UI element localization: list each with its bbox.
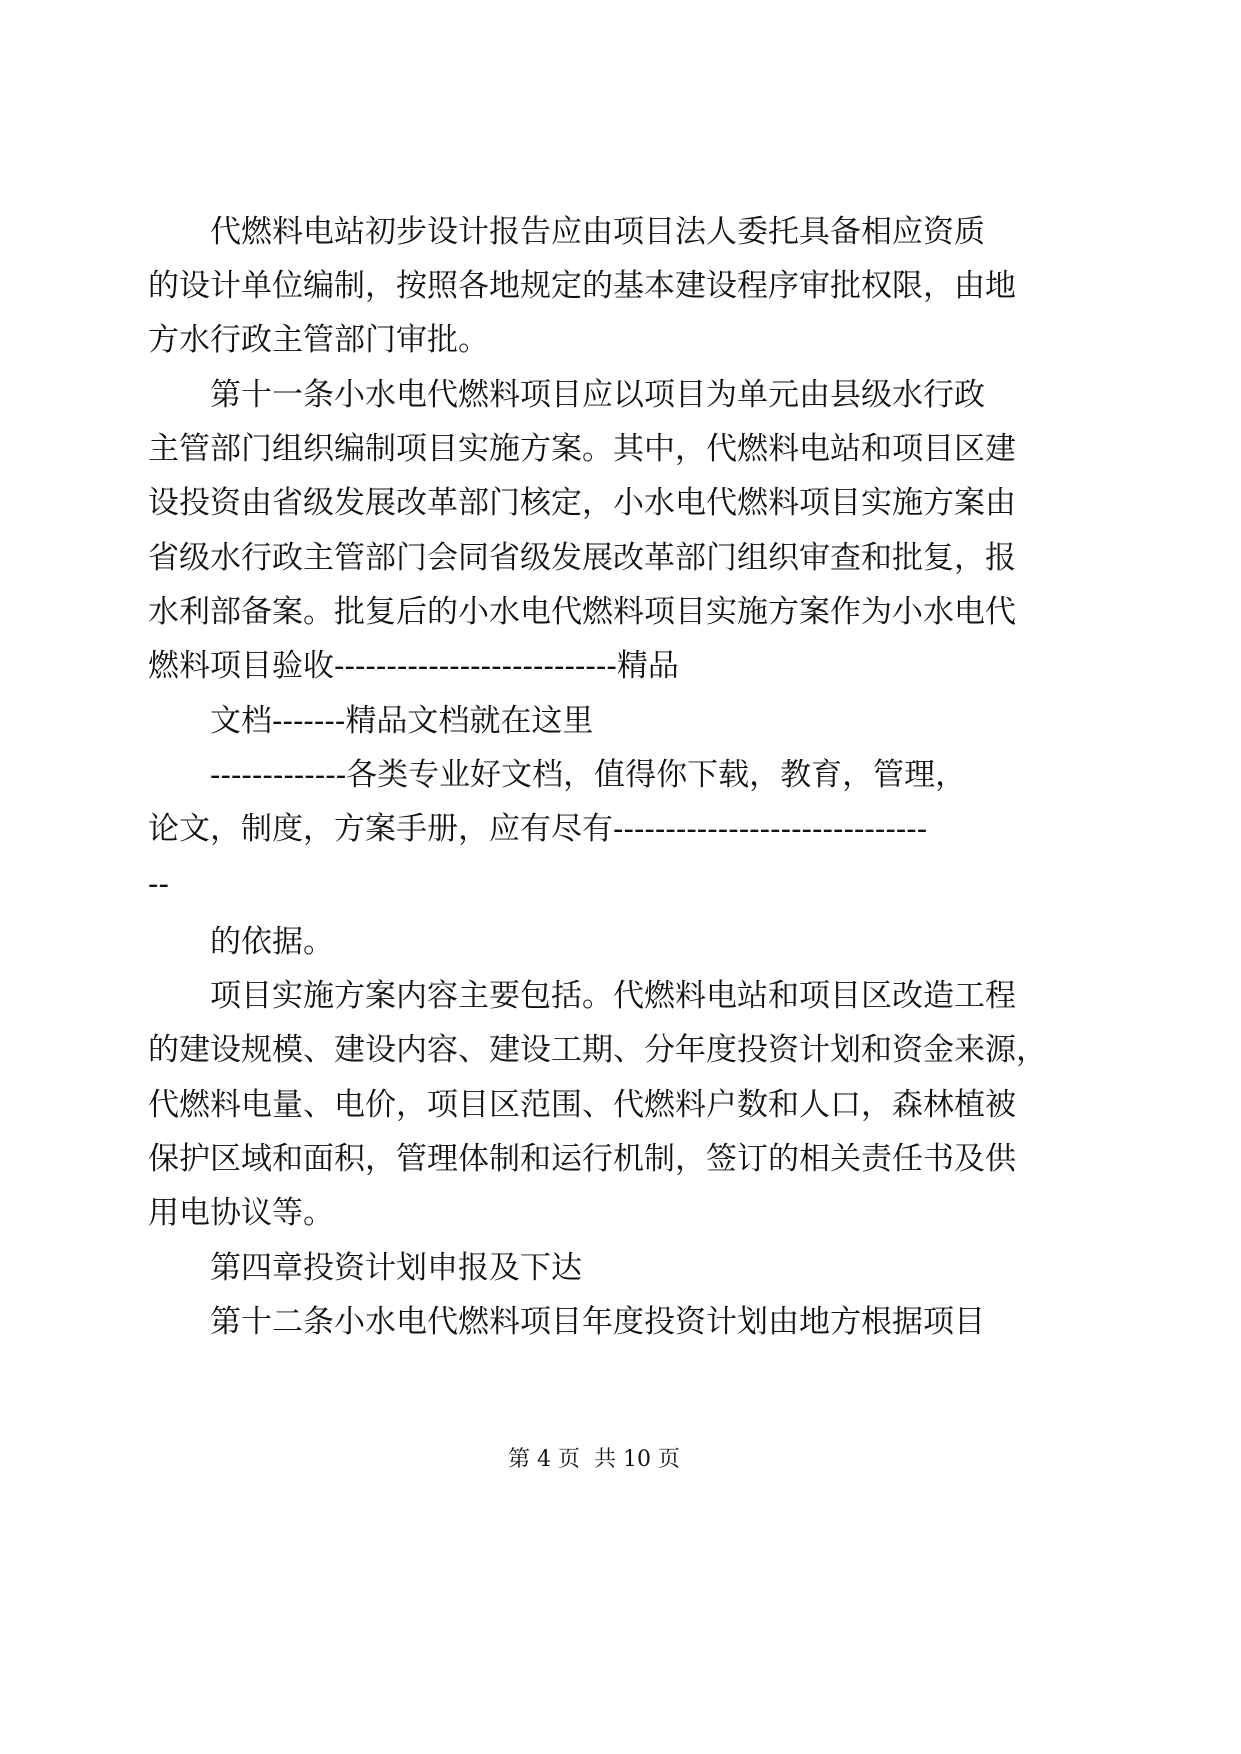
text-line-5: 主管部门组织编制项目实施方案。其中，代燃料电站和项目区建 bbox=[148, 431, 1016, 467]
text-line-2: 的设计单位编制，按照各地规定的基本建设程序审批权限，由地 bbox=[148, 268, 1016, 304]
text-line-21: 第十二条小水电代燃料项目年度投资计划由地方根据项目 bbox=[210, 1304, 985, 1340]
text-line-4: 第十一条小水电代燃料项目应以项目为单元由县级水行政 bbox=[210, 377, 985, 413]
text-line-7: 省级水行政主管部门会同省级发展改革部门组织审查和批复，报 bbox=[148, 540, 1016, 576]
chapter-heading: 第四章投资计划申报及下达 bbox=[210, 1250, 582, 1286]
text-line-15: 项目实施方案内容主要包括。代燃料电站和项目区改造工程 bbox=[210, 978, 1016, 1014]
text-line-3: 方水行政主管部门审批。 bbox=[148, 322, 489, 358]
text-line-17: 代燃料电量、电价，项目区范围、代燃料户数和人口，森林植被 bbox=[148, 1087, 1016, 1123]
text-line-1: 代燃料电站初步设计报告应由项目法人委托具备相应资质 bbox=[210, 214, 985, 250]
text-line-9: 燃料项目验收---------------------------精品 bbox=[148, 648, 679, 684]
text-line-18: 保护区域和面积，管理体制和运行机制，签订的相关责任书及供 bbox=[148, 1141, 1016, 1177]
page-number-footer: 第 4 页 共 10 页 bbox=[508, 1447, 680, 1472]
text-line-10: 文档-------精品文档就在这里 bbox=[210, 703, 594, 739]
text-line-12: 论文，制度，方案手册，应有尽有------------------------------ bbox=[148, 811, 928, 847]
text-line-6: 设投资由省级发展改革部门核定，小水电代燃料项目实施方案由 bbox=[148, 485, 1016, 521]
text-line-19: 用电协议等。 bbox=[148, 1195, 334, 1231]
text-line-8: 水利部备案。批复后的小水电代燃料项目实施方案作为小水电代 bbox=[148, 594, 1016, 630]
text-line-14: 的依据。 bbox=[210, 924, 334, 960]
text-line-16: 的建设规模、建设内容、建设工期、分年度投资计划和资金来源， bbox=[148, 1032, 1047, 1068]
text-line-11: -------------各类专业好文档，值得你下载，教育，管理， bbox=[210, 757, 967, 793]
text-line-13: -- bbox=[148, 866, 169, 902]
